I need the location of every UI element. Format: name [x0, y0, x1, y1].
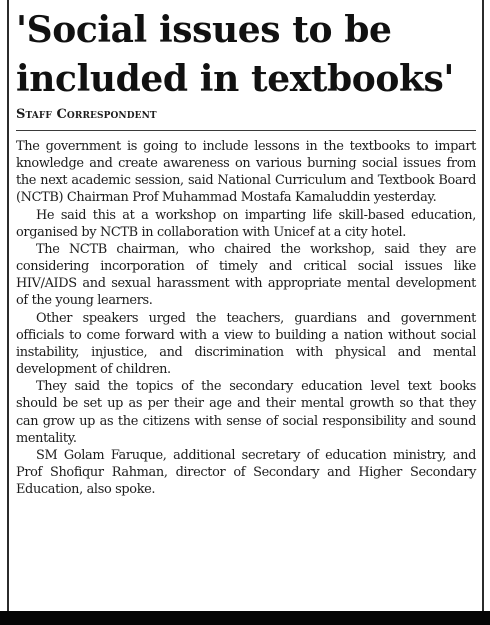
scan-bottom-edge: [0, 611, 490, 625]
left-border-line: [7, 0, 9, 611]
article-byline: Staff Correspondent: [16, 107, 157, 122]
article-paragraph: The NCTB chairman, who chaired the workshop, said they are considering incorporation of timely and critical social issues like HIV/AIDS and sexual harassment with appropriate mental development of the young learners.: [16, 241, 476, 309]
article: [16, 6, 476, 498]
article-headline: 'Social issues to be included in textbooks': [16, 9, 455, 100]
article-paragraph: SM Golam Faruque, additional secretary of education ministry, and Prof Shofiqur Rahman, director of Secondary and Higher Secondary Education, also spoke.: [16, 447, 476, 498]
right-border-line: [482, 0, 484, 611]
article-paragraph: Other speakers urged the teachers, guardians and government officials to come forward with a view to building a nation without social instability, injustice, and discrimination with physical and mental development of children.: [16, 310, 476, 378]
byline-divider: [16, 130, 476, 131]
article-body: [16, 138, 476, 498]
article-paragraph: They said the topics of the secondary education level text books should be set up as per their age and their mental growth so that they can grow up as the citizens with sense of social responsibility and sound mentality.: [16, 379, 476, 446]
article-paragraph: He said this at a workshop on imparting life skill-based education, organised by NCTB in collaboration with Unicef at a city hotel.: [16, 207, 476, 240]
article-paragraph: The government is going to include lessons in the textbooks to impart knowledge and create awareness on various burning social issues from the next academic session, said National Curriculum and Textbook Board (NCTB) Chairman Prof Muhammad Mostafa Kamaluddin yesterday.: [16, 139, 476, 206]
